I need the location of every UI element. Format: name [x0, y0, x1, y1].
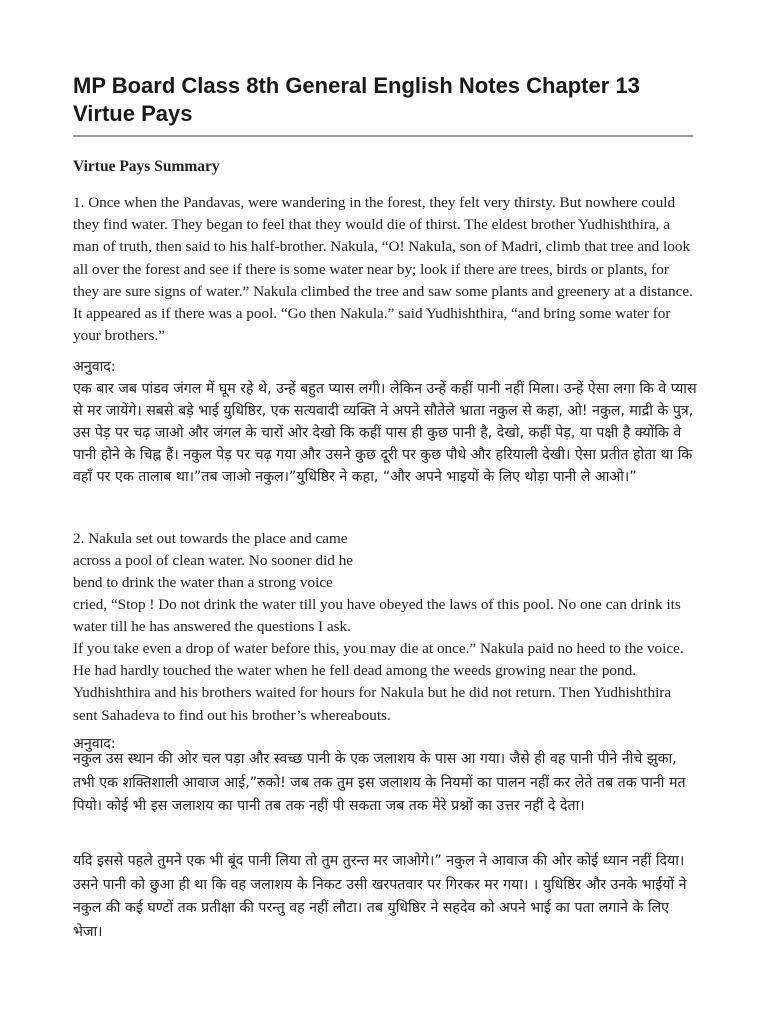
- translation-label-1: अनुवाद:: [73, 359, 116, 375]
- hindi-translation-2: नकुल उस स्थान की ओर चल पड़ा और स्वच्छ पानी के एक जलाशय के पास आ गया। जैसे ही वह पानी पीने नीचे झुका, तभी एक शक्तिशाली आवाज आई,”रुको! जब तक तुम इस जलाशय के नियमों का पालन नहीं कर लेते तब तक पानी मत पियो। कोई भी इस जलाशय का पानी तब तक नहीं पी सकता जब तक मेरे प्रश्नों का उत्तर नहीं दे देता।: [73, 751, 686, 814]
- paragraph-2-line-2: across a pool of clean water. No sooner did he: [73, 552, 354, 569]
- paragraph-3: If you take even a drop of water before this, you may die at once.” Nakula paid no heed to the voice. He had hardly touched the water when he fell dead among the weeds growing near the pond. Yudhishthira and his brothers waited for hours for Nakula but he did not return. Then Yudhishthira sent Sahadeva to find out his brother’s whereabouts.: [73, 640, 684, 724]
- paragraph-2-line-3: bend to drink the water than a strong voice: [73, 574, 333, 591]
- paragraph-2-line-1: 2. Nakula set out towards the place and came: [73, 530, 348, 547]
- page-title: MP Board Class 8th General English Notes Chapter 13 Virtue Pays: [73, 73, 640, 126]
- paragraph-2: [73, 528, 695, 638]
- paragraph-1: 1. Once when the Pandavas, were wandering in the forest, they felt very thirsty. But nowhere could they find water. They began to feel that they would die of thirst. The eldest brother Yudhishthira, a man of truth, then said to his half-brother. Nakula, “O! Nakula, son of Madri, climb that tree and look all over the forest and see if there is some water near by; look if there are trees, birds or plants, for they are sure signs of water.” Nakula climbed the tree and saw some plants and greenery at a distance. It appeared as if there was a pool. “Go then Nakula.” said Yudhishthira, “and bring some water for your brothers.”: [73, 194, 693, 345]
- title-divider: [73, 135, 693, 137]
- paragraph-2-line-4: cried, “Stop ! Do not drink the water till you have obeyed the laws of this pool. No one can drink its water till he has answered the questions I ask.: [73, 596, 681, 635]
- summary-heading: Virtue Pays Summary: [73, 158, 220, 175]
- hindi-translation-3: यदि इससे पहले तुमने एक भी बूंद पानी लिया तो तुम तुरन्त मर जाओगे।” नकुल ने आवाज की ओर कोई ध्यान नहीं दिया। उसने पानी को छुआ ही था कि वह जलाशय के निकट उसी खरपतवार पर गिरकर मर गया। । युधिष्ठिर और उनके भाईयों ने नकुल की कई घण्टों तक प्रतीक्षा की परन्तु वह नहीं लौटा। तब युधिष्ठिर ने सहदेव को अपने भाई का पता लगाने के लिए भेजा।: [73, 853, 687, 940]
- hindi-translation-1: एक बार जब पांडव जंगल में घूम रहे थे, उन्हें बहुत प्यास लगी। लेकिन उन्हें कहीं पानी नहीं मिला। उन्हें ऐसा लगा कि वे प्यास से मर जायेंगे। सबसे बड़े भाई युधिष्ठिर, एक सत्यवादी व्यक्ति ने अपने सौतेले भ्राता नकुल से कहा, ओ! नकुल, माद्री के पुत्र, उस पेड़ पर चढ़ जाओ और जंगल के चारों ओर देखो कि कहीं पास ही कुछ पानी है, देखो, कहीं पेड़, या पक्षी है क्योंकि वे पानी होने के चिह्न हैं। नकुल पेड़ पर चढ़ गया और उसने कुछ दूरी पर कुछ पौधे और हरियाली देखी। ऐसा प्रतीत होता था कि वहाँ पर एक तालाब था।”तब जाओ नकुल।”युधिष्ठिर ने कहा, “और अपने भाइयों के लिए थोड़ा पानी ले आओ।”: [73, 381, 697, 485]
- translation-label-2: अनुवाद:: [73, 736, 116, 752]
